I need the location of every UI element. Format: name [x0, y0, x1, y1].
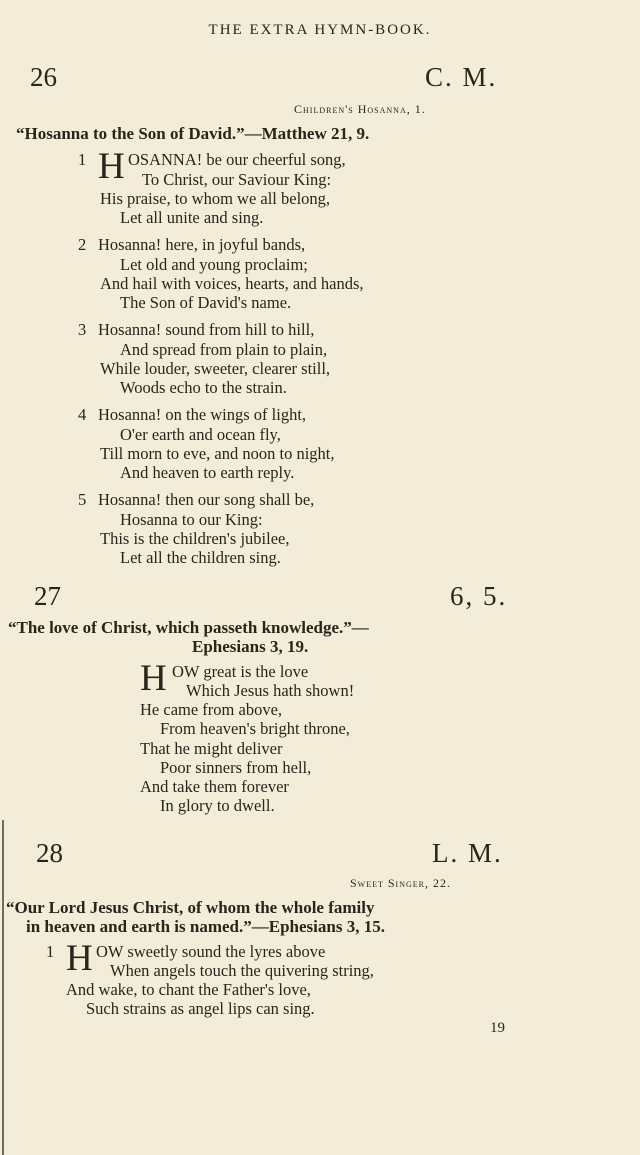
running-header: THE EXTRA HYMN-BOOK. — [208, 22, 432, 38]
hymn-line: Let all the children sing. — [120, 548, 281, 567]
drop-cap: H — [140, 658, 167, 699]
hymn-line: Woods echo to the strain. — [120, 378, 287, 397]
hymn-line: Such strains as angel lips can sing. — [86, 999, 315, 1018]
hymn-27-scripture-line-1: “The love of Christ, which passeth knowledge.”— — [8, 618, 369, 637]
hymn-line: Let old and young proclaim; — [120, 255, 308, 274]
hymn-line: He came from above, — [140, 700, 283, 719]
hymn-28-scripture-line-1: “Our Lord Jesus Christ, of whom the whole family — [6, 898, 375, 917]
page-edge-line — [2, 820, 4, 1155]
hymn-line: And heaven to earth reply. — [120, 463, 295, 482]
hymn-28-scripture-line-2: in heaven and earth is named.”—Ephesians 3, 15. — [26, 917, 385, 936]
hymn-line: That he might deliver — [140, 739, 283, 758]
verse-number: 3 — [78, 320, 87, 339]
hymn-line: In glory to dwell. — [160, 796, 275, 815]
hymn-28-number: 28 — [36, 838, 63, 868]
hymn-line: Hosanna! sound from hill to hill, — [98, 320, 315, 339]
hymn-line: Which Jesus hath shown! — [186, 681, 355, 700]
hymn-27-scripture-line-2: Ephesians 3, 19. — [192, 637, 309, 656]
hymn-27-meter: 6, 5. — [450, 581, 508, 611]
hymn-line: Hosanna to our King: — [120, 510, 263, 529]
verse-number: 4 — [78, 405, 87, 424]
hymn-26-source: Children's Hosanna, 1. — [294, 102, 426, 116]
hymn-line: O'er earth and ocean fly, — [120, 425, 281, 444]
hymn-line: Let all unite and sing. — [120, 208, 264, 227]
page-number: 19 — [490, 1020, 505, 1036]
hymn-line: From heaven's bright throne, — [160, 719, 350, 738]
hymn-line: OSANNA! be our cheerful song, — [128, 150, 346, 169]
hymn-line: To Christ, our Saviour King: — [142, 170, 332, 189]
hymn-line: Till morn to eve, and noon to night, — [100, 444, 335, 463]
verse-number: 5 — [78, 490, 87, 509]
drop-cap: H — [66, 938, 93, 979]
hymn-line: This is the children's jubilee, — [100, 529, 290, 548]
hymn-line: And wake, to chant the Father's love, — [66, 980, 311, 999]
hymn-line: Poor sinners from hell, — [160, 758, 312, 777]
hymn-line: Hosanna! on the wings of light, — [98, 405, 307, 424]
hymn-line: And hail with voices, hearts, and hands, — [100, 274, 364, 293]
hymn-28-meter: L. M. — [432, 838, 503, 868]
hymn-28-source: Sweet Singer, 22. — [350, 876, 451, 890]
verse-number: 2 — [78, 235, 87, 254]
hymn-27-number: 27 — [34, 581, 61, 611]
hymn-26-scripture: “Hosanna to the Son of David.”—Matthew 21, 9. — [16, 124, 370, 143]
hymn-26-number: 26 — [30, 62, 57, 92]
verse-number: 1 — [46, 942, 55, 961]
hymn-line: OW great is the love — [172, 662, 309, 681]
hymn-line: And take them forever — [140, 777, 289, 796]
hymn-line: OW sweetly sound the lyres above — [96, 942, 326, 961]
verse-number: 1 — [78, 150, 87, 169]
hymn-line: Hosanna! here, in joyful bands, — [98, 235, 306, 254]
hymn-line: And spread from plain to plain, — [120, 340, 328, 359]
drop-cap: H — [98, 146, 125, 187]
hymn-line: The Son of David's name. — [120, 293, 292, 312]
hymn-line: His praise, to whom we all belong, — [100, 189, 331, 208]
hymn-line: Hosanna! then our song shall be, — [98, 490, 315, 509]
hymn-line: When angels touch the quivering string, — [110, 961, 374, 980]
hymn-26-meter: C. M. — [425, 62, 498, 92]
hymn-line: While louder, sweeter, clearer still, — [100, 359, 331, 378]
